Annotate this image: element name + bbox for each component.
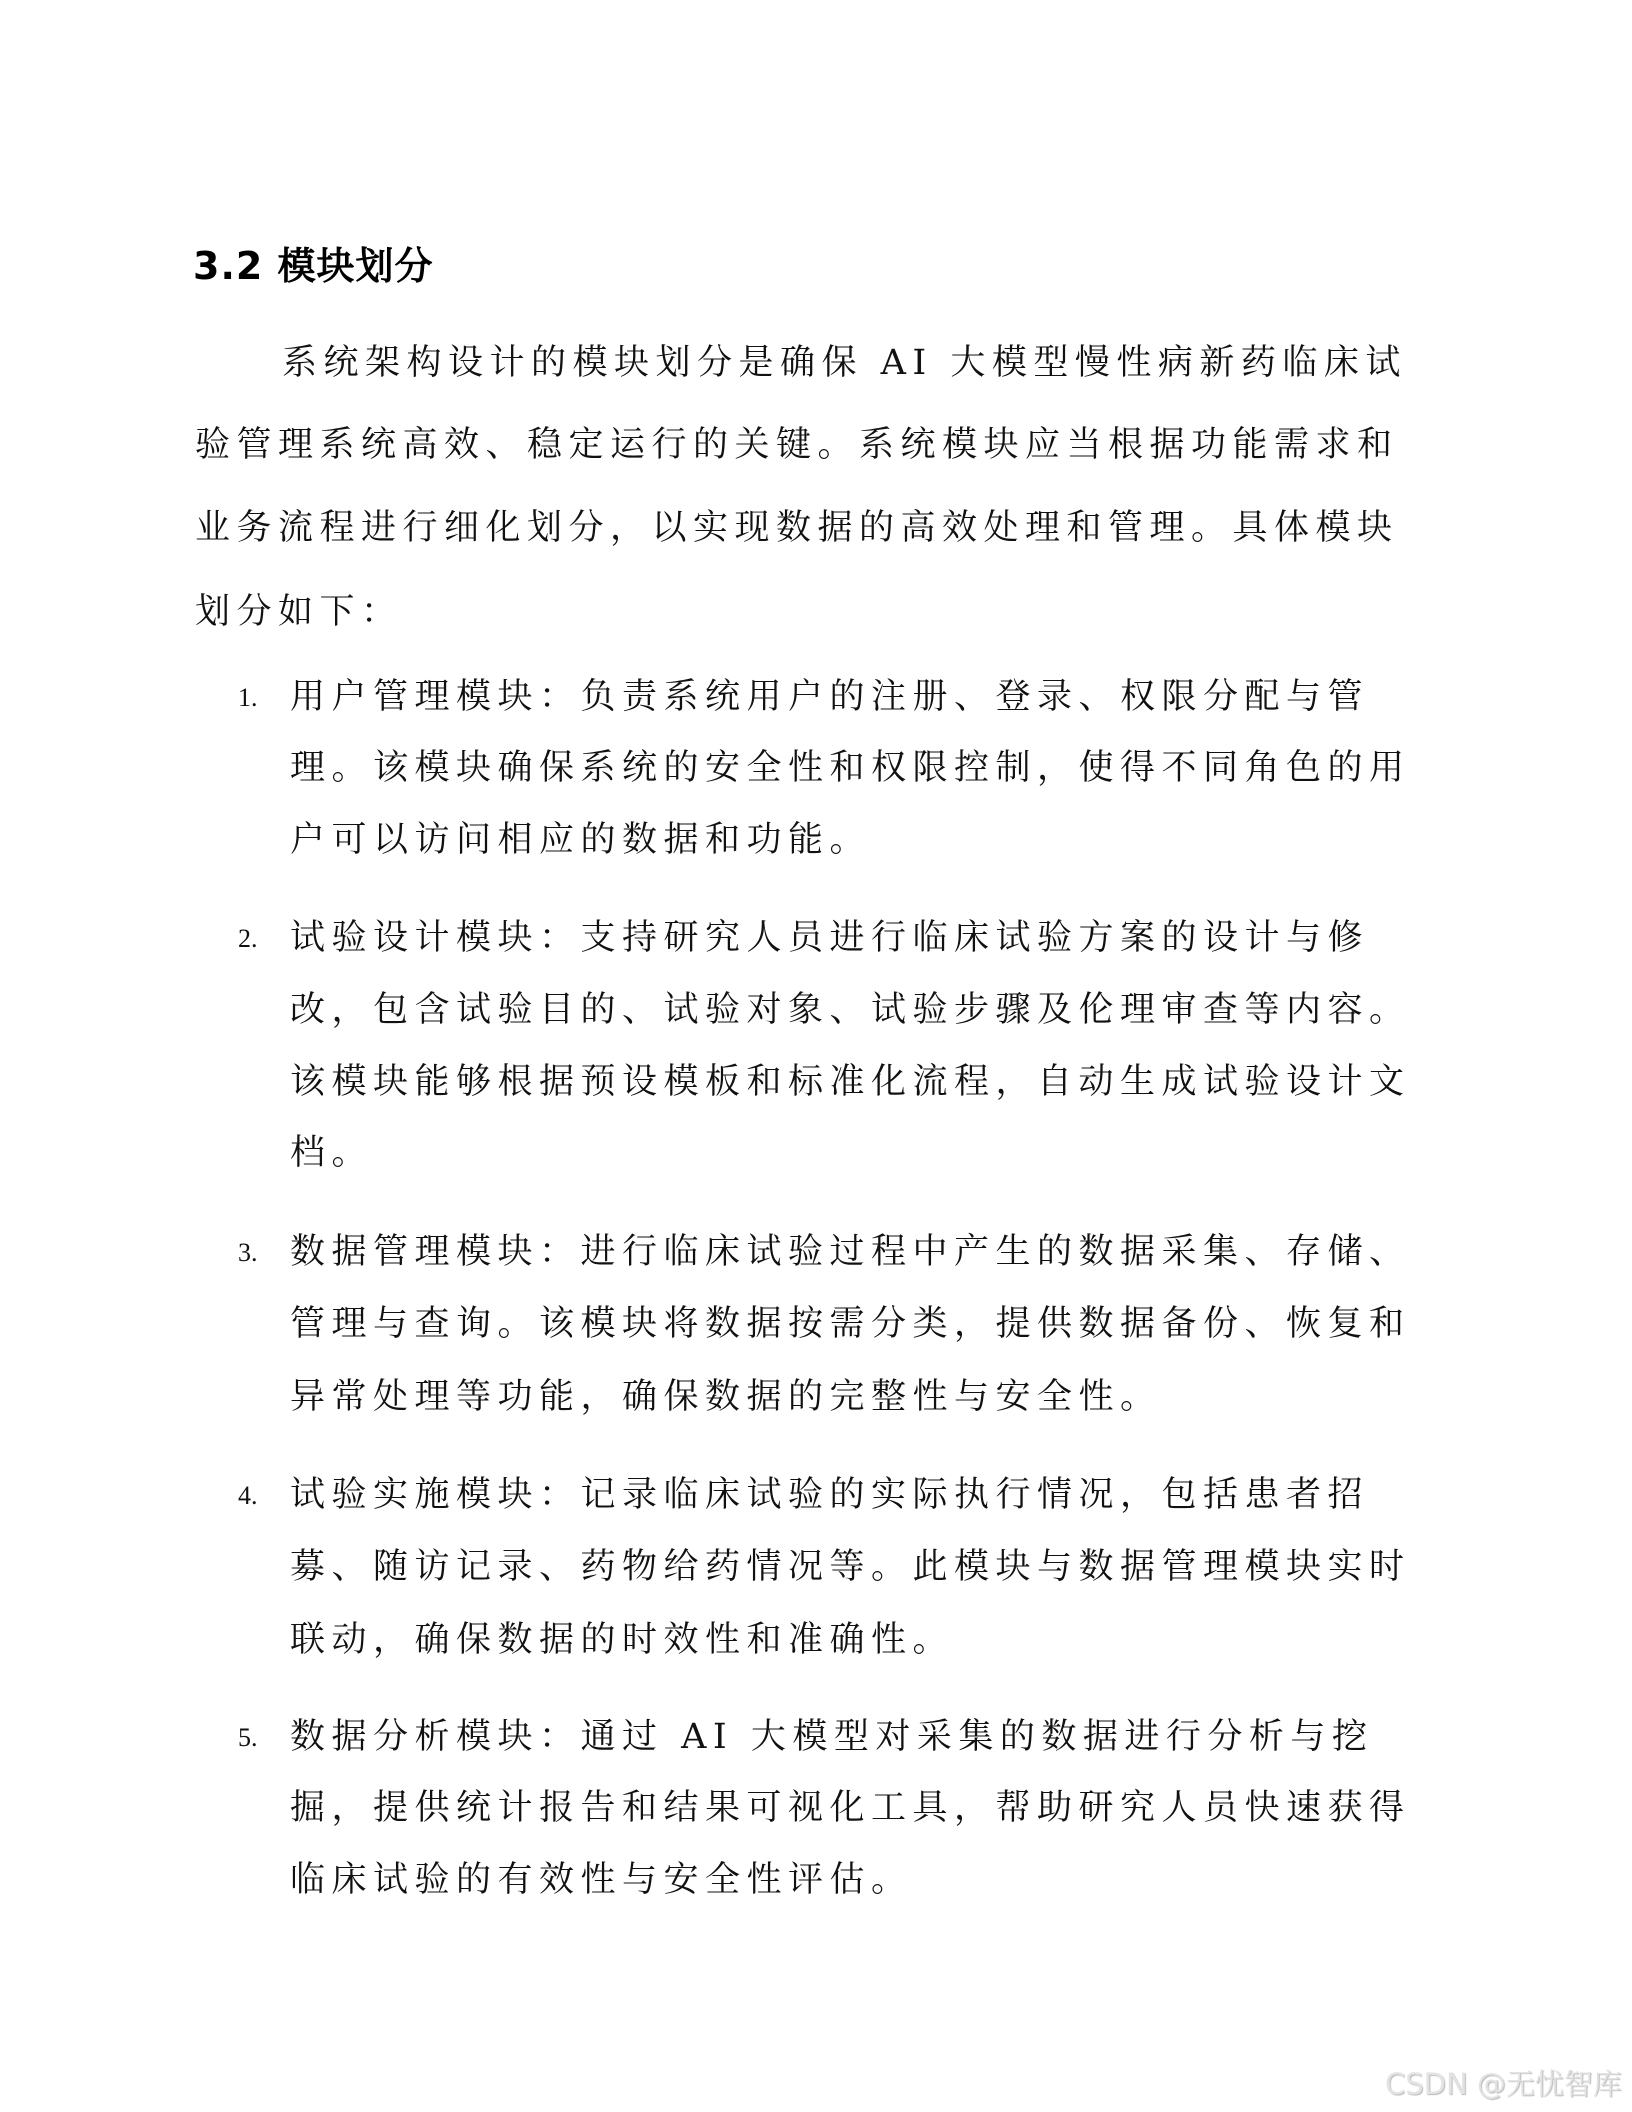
list-item-line: 管理与查询。该模块将数据按需分类，提供数据备份、恢复和 bbox=[290, 1304, 1411, 1344]
list-item-line: 试验实施模块：记录临床试验的实际执行情况，包括患者招 bbox=[290, 1475, 1370, 1515]
intro-line: 验管理系统高效、稳定运行的关键。系统模块应当根据功能需求和 bbox=[195, 425, 1399, 465]
list-number: 4. bbox=[238, 1481, 258, 1510]
intro-line: 系统架构设计的模块划分是确保 AI 大模型慢性病新药临床试 bbox=[282, 343, 1407, 383]
list-item-line: 募、随访记录、药物给药情况等。此模块与数据管理模块实时 bbox=[290, 1547, 1411, 1587]
intro-line: 划分如下： bbox=[195, 592, 403, 632]
list-item-line: 用户管理模块：负责系统用户的注册、登录、权限分配与管 bbox=[290, 677, 1370, 717]
list-number: 1. bbox=[238, 683, 258, 712]
list-item-line: 改，包含试验目的、试验对象、试验步骤及伦理审查等内容。 bbox=[290, 990, 1411, 1030]
list-item-line: 户可以访问相应的数据和功能。 bbox=[290, 820, 872, 860]
list-number: 3. bbox=[238, 1238, 258, 1267]
list-number: 2. bbox=[238, 924, 258, 953]
section-heading: 3.2 模块划分 bbox=[193, 244, 434, 288]
list-number: 5. bbox=[238, 1723, 258, 1752]
list-item-line: 该模块能够根据预设模板和标准化流程，自动生成试验设计文 bbox=[290, 1062, 1411, 1102]
list-item-line: 掘，提供统计报告和结果可视化工具，帮助研究人员快速获得 bbox=[290, 1788, 1411, 1828]
list-item-line: 数据管理模块：进行临床试验过程中产生的数据采集、存储、 bbox=[290, 1232, 1411, 1272]
list-item-line: 临床试验的有效性与安全性评估。 bbox=[290, 1860, 913, 1900]
intro-line: 业务流程进行细化划分，以实现数据的高效处理和管理。具体模块 bbox=[195, 508, 1399, 548]
list-item-line: 异常处理等功能，确保数据的完整性与安全性。 bbox=[290, 1377, 1162, 1417]
csdn-watermark: CSDN @无忧智库 bbox=[1385, 2067, 1622, 2101]
list-item-line: 档。 bbox=[290, 1133, 374, 1173]
list-item-line: 试验设计模块：支持研究人员进行临床试验方案的设计与修 bbox=[290, 918, 1370, 958]
list-item-line: 理。该模块确保系统的安全性和权限控制，使得不同角色的用 bbox=[290, 748, 1411, 788]
list-item-line: 数据分析模块：通过 AI 大模型对采集的数据进行分析与挖 bbox=[290, 1717, 1374, 1757]
list-item-line: 联动，确保数据的时效性和准确性。 bbox=[290, 1620, 955, 1660]
